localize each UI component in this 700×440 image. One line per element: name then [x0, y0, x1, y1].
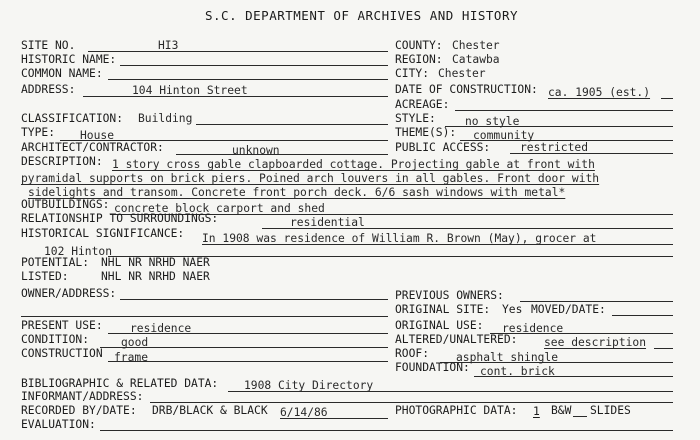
relationship-label: RELATIONSHIP TO SURROUNDINGS:	[21, 212, 219, 225]
city-label: CITY:	[395, 67, 430, 80]
region-value: Catawba	[452, 53, 500, 66]
type-value: House	[80, 129, 115, 142]
classification-label: CLASSIFICATION:	[21, 112, 124, 125]
informant-line	[150, 402, 673, 403]
photo-count: 1	[533, 405, 540, 418]
moved-date-label: MOVED/DATE:	[531, 303, 606, 316]
relationship-line	[262, 228, 673, 229]
architect-label: ARCHITECT/CONTRACTOR:	[21, 141, 164, 154]
altered-label: ALTERED/UNALTERED:	[395, 333, 518, 346]
roof-value: asphalt shingle	[456, 351, 559, 364]
outbuildings-label: OUTBUILDINGS:	[21, 198, 110, 211]
recorded-date-value: 6/14/86	[280, 406, 328, 419]
style-value: no style	[465, 115, 520, 128]
construction-line	[108, 361, 388, 362]
description-line-3: sidelights and transom. Concrete front porch deck. 6/6 sash windows with metal*	[28, 186, 566, 199]
county-label: COUNTY:	[395, 39, 443, 52]
historical-significance-line-2: 102 Hinton	[44, 245, 113, 258]
altered-value: see description	[544, 336, 647, 349]
foundation-value: cont. brick	[480, 365, 555, 378]
condition-line	[100, 347, 388, 348]
evaluation-label: EVALUATION:	[21, 418, 96, 431]
common-name-label: COMMON NAME:	[21, 67, 103, 80]
type-label: TYPE:	[21, 126, 56, 139]
description-label: DESCRIPTION:	[21, 155, 103, 168]
acreage-line	[455, 110, 673, 111]
public-access-value: restricted	[520, 141, 589, 154]
construction-value: frame	[114, 351, 149, 364]
description-line-1: 1 story cross gable clapboarded cottage. Projecting gable at front with	[112, 158, 595, 171]
historical-significance-label: HISTORICAL SIGNIFICANCE:	[21, 227, 185, 240]
date-of-construction-value: ca. 1905 (est.)	[548, 86, 651, 99]
county-value: Chester	[452, 39, 500, 52]
architect-value: unknown	[232, 144, 280, 157]
recorded-by-value: DRB/BLACK & BLACK	[152, 404, 268, 417]
site-no-line	[88, 51, 388, 52]
photographic-data-label: PHOTOGRAPHIC DATA:	[395, 404, 518, 417]
original-use-label: ORIGINAL USE:	[395, 319, 484, 332]
listed-options: NHL NR NRHD NAER	[101, 270, 210, 283]
construction-label: CONSTRUCTION	[21, 347, 103, 360]
slides-label: SLIDES	[590, 404, 631, 417]
historic-name-line	[120, 65, 388, 66]
classification-value: Building	[138, 112, 193, 125]
roof-line	[440, 362, 673, 363]
foundation-line	[474, 376, 673, 377]
theme-value: community	[473, 129, 535, 142]
address-line	[83, 96, 388, 97]
owner-address-label: OWNER/ADDRESS:	[21, 287, 117, 300]
site-no-label: SITE NO.	[21, 39, 76, 52]
listed-label: LISTED:	[21, 270, 69, 283]
historical-significance-line-tail	[590, 244, 673, 245]
description-line-2: pyramidal supports on brick piers. Poined arch louvers in all gables. Front door with	[21, 172, 600, 185]
owner-address-line-2	[21, 316, 388, 317]
style-line	[445, 126, 673, 127]
recorded-by-label: RECORDED BY/DATE:	[21, 404, 137, 417]
original-site-label: ORIGINAL SITE:	[395, 303, 491, 316]
relationship-value: residential	[290, 216, 365, 229]
historical-significance-line-1: In 1908 was residence of William R. Brown (May), grocer at	[202, 232, 597, 245]
address-label: ADDRESS:	[21, 83, 76, 96]
original-site-value: Yes	[502, 303, 523, 316]
public-access-label: PUBLIC ACCESS:	[395, 141, 491, 154]
bibliographic-label: BIBLIOGRAPHIC & RELATED DATA:	[21, 377, 219, 390]
bw-label: B&W	[551, 404, 572, 417]
common-name-line	[108, 79, 388, 80]
recorded-line	[280, 418, 388, 419]
previous-owners-line	[520, 301, 673, 302]
bw-line	[573, 416, 587, 417]
region-label: REGION:	[395, 53, 443, 66]
city-value: Chester	[438, 67, 486, 80]
evaluation-line	[100, 430, 673, 431]
condition-value: good	[121, 336, 149, 349]
acreage-label: ACREAGE:	[395, 98, 450, 111]
outbuildings-value: concrete block carport and shed	[114, 202, 325, 215]
altered-line-tail	[654, 348, 673, 349]
owner-address-line	[120, 299, 388, 300]
date-line-tail	[661, 98, 673, 99]
potential-label: POTENTIAL:	[21, 256, 90, 269]
historic-name-label: HISTORIC NAME:	[21, 53, 117, 66]
original-use-value: residence	[502, 322, 564, 335]
site-no-value: HI3	[158, 39, 179, 52]
original-use-line	[490, 333, 673, 334]
date-of-construction-label: DATE OF CONSTRUCTION:	[395, 83, 538, 96]
potential-options: NHL NR NRHD NAER	[101, 256, 210, 269]
moved-date-line	[612, 315, 673, 316]
address-value: 104 Hinton Street	[132, 84, 248, 97]
form-title: S.C. DEPARTMENT OF ARCHIVES AND HISTORY	[205, 8, 518, 23]
classification-line	[196, 124, 388, 125]
condition-label: CONDITION:	[21, 333, 90, 346]
theme-label: THEME(S):	[395, 126, 457, 139]
present-use-line	[108, 333, 388, 334]
public-access-line	[510, 153, 673, 154]
informant-label: INFORMANT/ADDRESS:	[21, 390, 144, 403]
previous-owners-label: PREVIOUS OWNERS:	[395, 289, 504, 302]
bibliographic-line	[228, 391, 673, 392]
roof-label: ROOF:	[395, 347, 430, 360]
foundation-label: FOUNDATION:	[395, 361, 470, 374]
present-use-label: PRESENT USE:	[21, 319, 103, 332]
style-label: STYLE:	[395, 112, 436, 125]
architect-line	[176, 154, 388, 155]
present-use-value: residence	[130, 322, 192, 335]
bibliographic-value: 1908 City Directory	[244, 379, 374, 392]
